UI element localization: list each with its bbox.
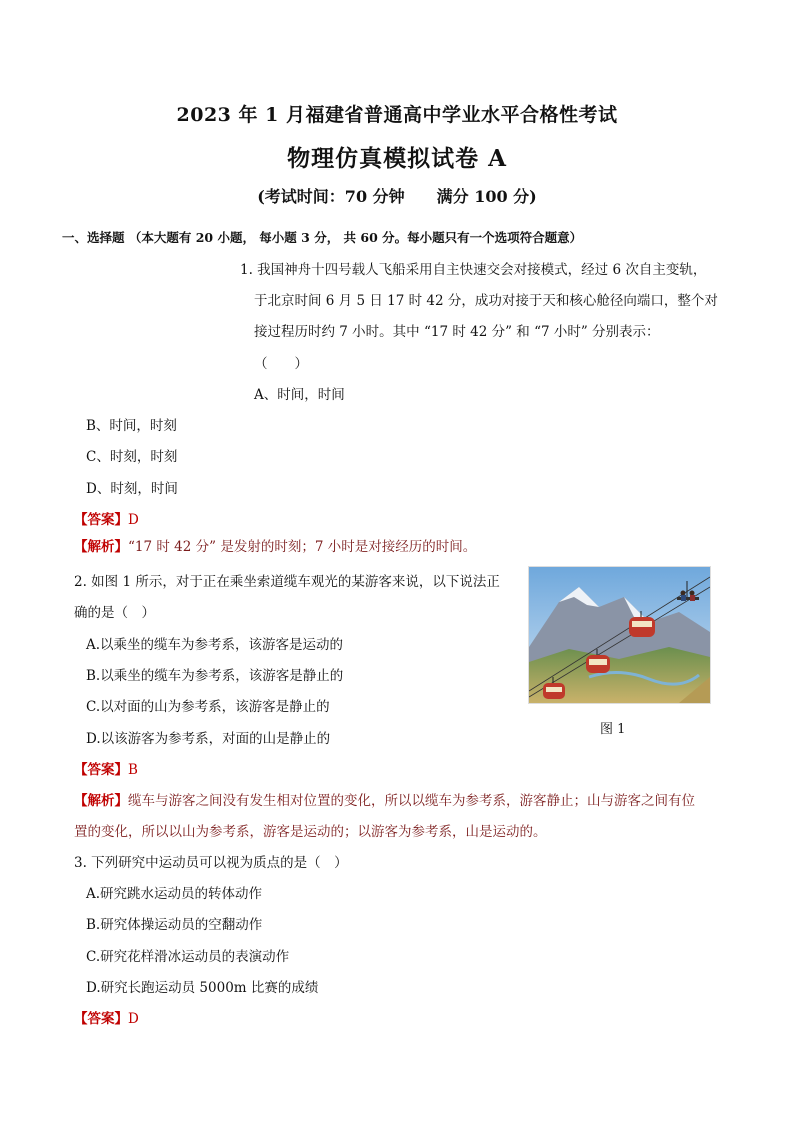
q1-line1: 1. 我国神舟十四号载人飞船采用自主快速交会对接模式，经过 6 次自主变轨， — [240, 262, 707, 278]
q2-option-d: D.以该游客为参考系，对面的山是静止的 — [86, 731, 331, 747]
section-heading: 一、选择题 （本大题有 20 小题， 每小题 3 分， 共 60 分。每小题只有一个选项符合题意） — [62, 230, 583, 245]
answer-label: 【答案】 — [74, 512, 128, 528]
q2-line1: 2. 如图 1 所示，对于正在乘坐索道缆车观光的某游客来说，以下说法正 — [74, 574, 500, 590]
q3-answer — [74, 1007, 139, 1027]
q3-option-a: A.研究跳水运动员的转体动作 — [86, 886, 263, 902]
answer-value: D — [128, 1011, 139, 1027]
answer-value: D — [128, 512, 139, 528]
q2-answer — [74, 758, 138, 778]
q1-explanation — [74, 535, 476, 555]
q2-option-b: B.以乘坐的缆车为参考系，该游客是静止的 — [86, 668, 344, 684]
answer-value: B — [128, 762, 138, 778]
cable-car-illustration — [529, 567, 710, 703]
q2-option-a: A.以乘坐的缆车为参考系，该游客是运动的 — [86, 637, 344, 653]
q2-line2: 确的是（ ） — [74, 605, 155, 621]
answer-label: 【答案】 — [74, 762, 128, 778]
figure-caption: 图 1 — [600, 722, 626, 737]
q2-explanation-line1 — [74, 789, 695, 809]
explanation-label: 【解析】 — [74, 793, 128, 809]
q1-option-c: C、时刻，时刻 — [86, 449, 178, 465]
q1-answer — [74, 508, 139, 528]
q3-line1: 3. 下列研究中运动员可以视为质点的是（ ） — [74, 855, 348, 871]
exam-title-line1: 2023 年 1 月福建省普通高中学业水平合格性考试 — [176, 104, 618, 126]
q1-line2: 于北京时间 6 月 5 日 17 时 42 分，成功对接于天和核心舱径向端口，整个对 — [254, 293, 718, 309]
q1-line3: 接过程历时约 7 小时。其中 “17 时 42 分” 和 “7 小时” 分别表示： — [254, 324, 660, 340]
q3-option-c: C.研究花样滑冰运动员的表演动作 — [86, 949, 290, 965]
exam-title-line3: (考试时间：70 分钟 满分 100 分) — [257, 187, 537, 206]
q3-option-b: B.研究体操运动员的空翻动作 — [86, 917, 263, 933]
cable-car-figure — [528, 566, 711, 704]
q1-option-a: A、时间，时间 — [254, 387, 345, 403]
exam-title-line2: 物理仿真模拟试卷 A — [287, 145, 507, 172]
answer-label: 【答案】 — [74, 1011, 128, 1027]
explanation-text: “17 时 42 分” 是发射的时刻；7 小时是对接经历的时间。 — [128, 539, 477, 555]
q3-option-d: D.研究长跑运动员 5000m 比赛的成绩 — [86, 980, 319, 996]
q1-option-b: B、时间，时刻 — [86, 418, 177, 434]
explanation-label: 【解析】 — [74, 539, 128, 555]
q2-explanation-line2: 置的变化，所以以山为参考系，游客是运动的；以游客为参考系，山是运动的。 — [74, 824, 547, 840]
explanation-text: 缆车与游客之间没有发生相对位置的变化，所以以缆车为参考系，游客静止；山与游客之间有位 — [128, 793, 695, 809]
q1-option-d: D、时刻，时间 — [86, 481, 178, 497]
q2-option-c: C.以对面的山为参考系，该游客是静止的 — [86, 699, 330, 715]
q1-bracket: （ ） — [254, 356, 308, 372]
